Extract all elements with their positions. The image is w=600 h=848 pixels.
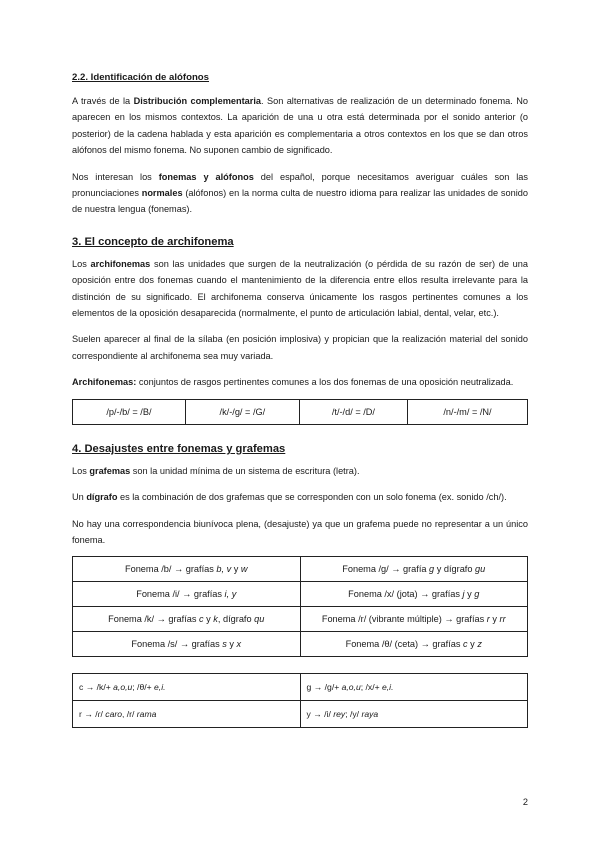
sec3-paragraph-1: [72, 256, 528, 322]
italic-text: g: [429, 564, 435, 575]
italic-text: rr: [499, 614, 506, 625]
text: ; /x/+: [360, 682, 382, 693]
table-cell: [73, 701, 301, 728]
italic-text: k: [213, 614, 218, 625]
table-cell: [300, 674, 528, 701]
bold-term: archifonemas: [90, 258, 151, 269]
text: son la unidad mínima de un sistema de escritura (letra).: [130, 465, 360, 476]
text: Los: [72, 465, 90, 476]
italic-text: g: [474, 589, 480, 600]
sec22-paragraph-2: [72, 169, 528, 218]
italic-text: e,i.: [382, 682, 394, 693]
italic-text: r: [486, 614, 490, 625]
sec4-paragraph-1: [72, 463, 528, 479]
sec4-paragraph-3: No hay una correspondencia biunívoca plena, (desajuste) ya que un grafema puede no representar a un único fonema.: [72, 518, 528, 545]
text: Fonema /k/ → grafías: [108, 614, 199, 625]
table-cell: [300, 557, 528, 582]
text: , /r/: [121, 709, 137, 720]
text: r → /ɾ/: [79, 709, 106, 720]
text: Fonema /x/ (jota) → grafías: [348, 589, 463, 600]
italic-text: x: [236, 639, 242, 650]
italic-text: gu: [475, 564, 486, 575]
text: es la combinación de dos grafemas que se corresponden con un solo fonema (ex. sonido /ch/).: [117, 492, 507, 503]
text: Los: [72, 258, 91, 269]
table-cell: [73, 674, 301, 701]
table-cell: /k/-/g/ = /G/: [185, 399, 299, 424]
section-4-heading: 4. Desajustes entre fonemas y grafemas: [72, 442, 286, 455]
table-cell: [300, 632, 528, 657]
bold-term: grafemas: [89, 465, 131, 476]
table-cell: [300, 607, 528, 632]
archifonema-table: [72, 399, 528, 425]
text: Fonema /b/ → grafías: [124, 564, 217, 575]
text: son las unidades que surgen de la neutralización (o pérdida de su razón de ser) de una oposición entre dos fonemas cuando el mantenimiento de la diferencia entre ellos resulta irrelevante para la distinción de su significado. El archifonema conserva únicamente los rasgos pertinentes comunes a los elementos de la oposición desaparecida (normalmente, el punto de articulación labial, dental, velar, etc.).: [72, 258, 528, 319]
section-3-heading: 3. El concepto de archifonema: [72, 235, 234, 248]
grafias-table: [72, 556, 528, 657]
text: ; /y/: [345, 709, 362, 720]
text: A través de la: [72, 96, 134, 106]
italic-text: w: [240, 564, 248, 575]
italic-text: qu: [254, 614, 265, 625]
page-number: 2: [522, 797, 528, 807]
italic-text: j: [462, 589, 465, 600]
sec4-paragraph-2: [72, 489, 528, 505]
text: del español, porque necesitamos averiguar cuáles son las pronunciaciones: [72, 171, 528, 199]
sec3-paragraph-3: [72, 374, 528, 390]
italic-text: caro: [105, 709, 122, 720]
italic-text: raya: [361, 709, 379, 720]
text: Fonema /s/ → grafías: [131, 639, 223, 650]
table-cell: [73, 557, 301, 582]
text: c → /k/+: [79, 682, 114, 693]
text: y: [231, 564, 241, 575]
section-2-2-heading: 2.2. Identificación de alófonos: [72, 72, 210, 83]
table-cell: /n/-/m/ = /N/: [407, 399, 527, 424]
italic-text: a,o,u: [113, 682, 133, 693]
table-row: [73, 701, 528, 728]
italic-text: e,i.: [154, 682, 166, 693]
table-cell: [73, 582, 301, 607]
text: y: [203, 614, 214, 625]
text: y dígrafo: [434, 564, 476, 575]
table-cell: [300, 582, 528, 607]
text: ; /θ/+: [132, 682, 155, 693]
text: Fonema /g/ → grafía: [342, 564, 430, 575]
text: Fonema /θ/ (ceta) → grafías: [345, 639, 464, 650]
text: (alófonos) en la norma culta de nuestro idioma para realizar las unidades de sonido de nuestra lengua (fonemas).: [72, 188, 528, 215]
table-row: [73, 607, 528, 632]
table-row: [73, 632, 528, 657]
italic-text: s: [222, 639, 227, 650]
italic-text: rama: [136, 709, 157, 720]
bold-term: Archifonemas:: [72, 377, 137, 388]
table-cell: [300, 701, 528, 728]
text: Nos interesan los: [72, 171, 159, 182]
text: , dígrafo: [217, 614, 255, 625]
text: y: [464, 589, 475, 600]
table-cell: [73, 632, 301, 657]
text: . Son alternativas de realización de un determinado fonema. No aparecen en los mismos contextos. La aparición de una u otra está determinada por el sonido anterior (o posterior) de la cadena hablada y esta aparición es complementaria a otros contextos en los que se dan otros alófonos del mismo fonema. No suponen cambio de significado.: [72, 96, 528, 156]
text: y: [226, 639, 237, 650]
italic-text: c: [199, 614, 204, 625]
sec22-paragraph-1: [72, 93, 528, 159]
table-cell: [73, 607, 301, 632]
reglas-table: [72, 673, 528, 728]
text: Fonema /i/ → grafías: [136, 589, 225, 600]
text: y: [489, 614, 500, 625]
table-row: [73, 399, 528, 424]
italic-text: z: [477, 639, 482, 650]
bold-term: normales: [141, 188, 183, 199]
table-row: [73, 582, 528, 607]
italic-text: i, y: [224, 589, 237, 600]
italic-text: c: [463, 639, 468, 650]
text: Un: [72, 492, 87, 503]
text: Fonema /r/ (vibrante múltiple) → grafías: [321, 614, 487, 625]
text: conjuntos de rasgos pertinentes comunes a los dos fonemas de una oposición neutralizada.: [136, 377, 514, 388]
table-row: [73, 557, 528, 582]
table-cell: /p/-/b/ = /B/: [73, 399, 186, 424]
table-cell: /t/-/d/ = /D/: [299, 399, 407, 424]
italic-text: b, v: [216, 564, 232, 575]
bold-term: fonemas y alófonos: [158, 171, 254, 182]
italic-text: a,o,u: [341, 682, 361, 693]
text: g → /g/+: [306, 682, 342, 693]
text: y → /i/: [306, 709, 334, 720]
sec3-paragraph-2: Suelen aparecer al final de la sílaba (en posición implosiva) y propician que la realización material del sonido correspondiente al archifonema sea muy variada.: [72, 334, 528, 361]
bold-term: Distribución complementaria: [133, 96, 262, 106]
document-page: [72, 72, 528, 728]
italic-text: rey: [333, 709, 346, 720]
bold-term: dígrafo: [86, 492, 118, 503]
table-row: [73, 674, 528, 701]
text: y: [467, 639, 478, 650]
